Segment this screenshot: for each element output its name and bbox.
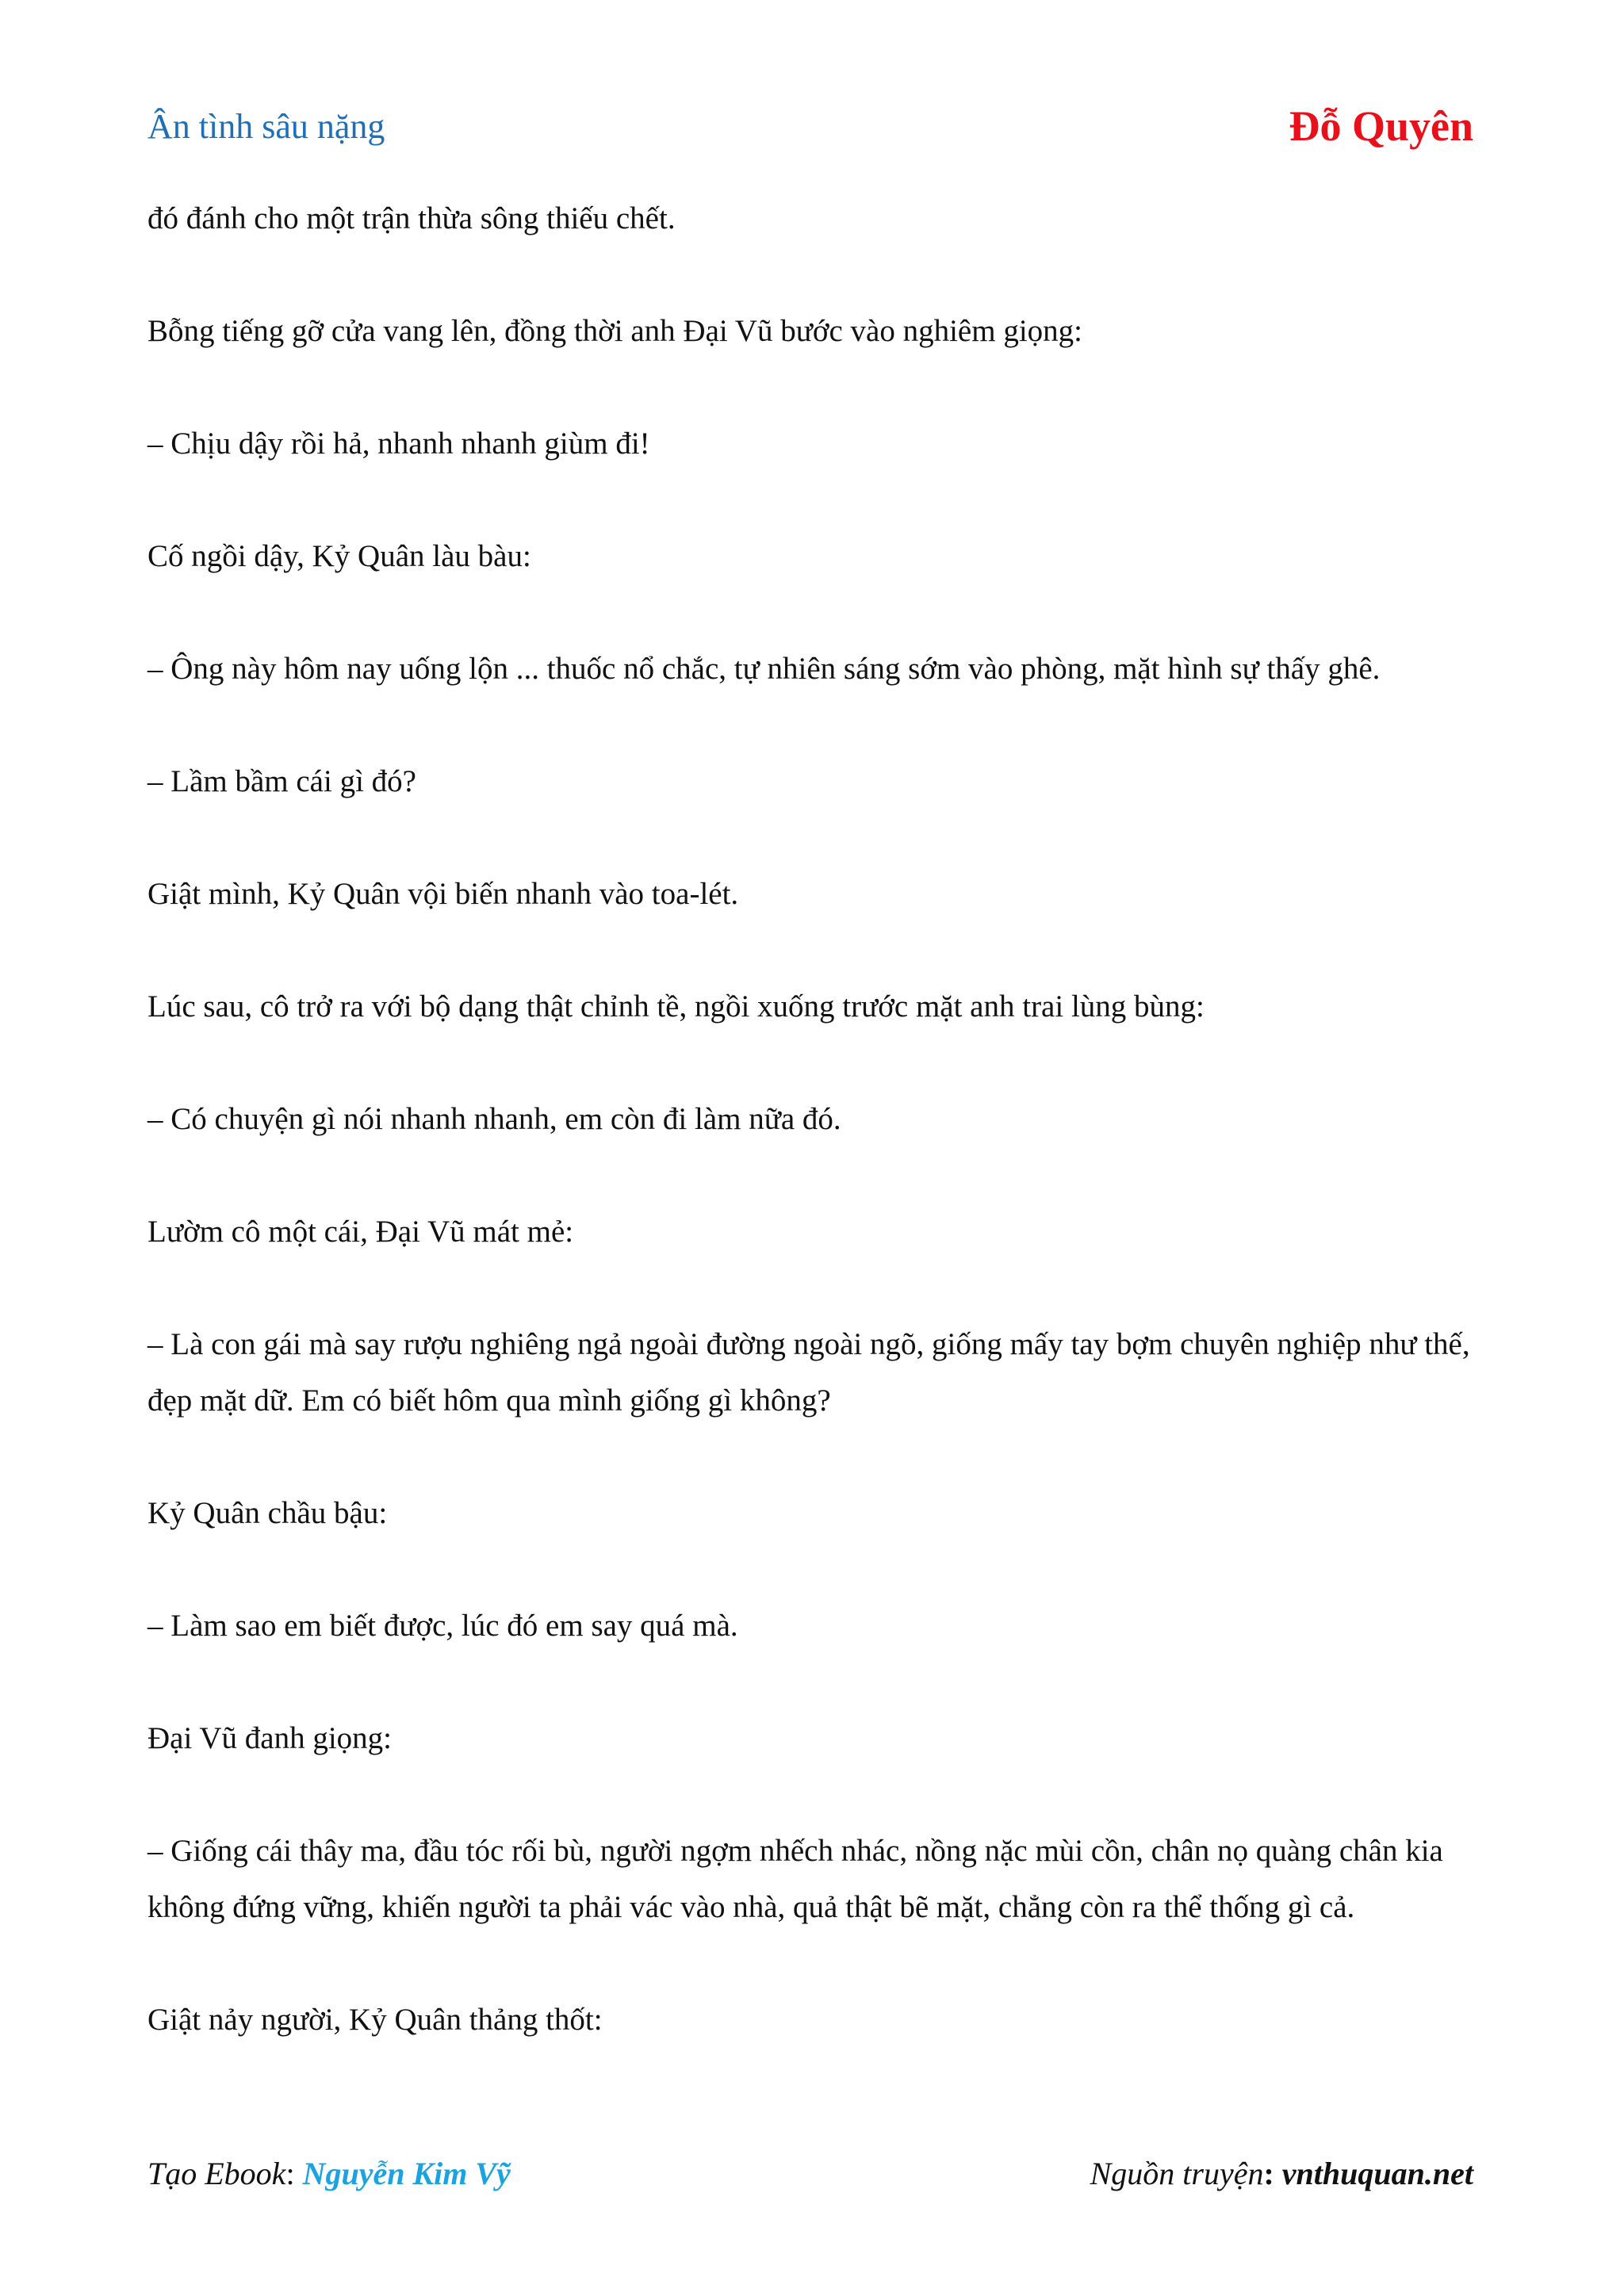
paragraph: Giật nảy người, Kỷ Quân thảng thốt: [147, 2003, 603, 2037]
ebook-credit-colon: : [285, 2156, 295, 2191]
paragraph: Giật mình, Kỷ Quân vội biến nhanh vào toa-lét. [147, 877, 739, 911]
paragraph: Đại Vũ đanh giọng: [147, 1721, 393, 1755]
paragraph: – Làm sao em biết được, lúc đó em say quá mà. [147, 1609, 738, 1643]
paragraph: Bỗng tiếng gỡ cửa vang lên, đồng thời anh Đại Vũ bước vào nghiêm giọng: [147, 314, 1082, 348]
paragraph: Kỷ Quân chầu bậu: [147, 1496, 388, 1530]
page-header [147, 101, 1473, 157]
paragraph: đó đánh cho một trận thừa sông thiếu chết. [147, 201, 676, 235]
ebook-credit-label: Tạo Ebook [147, 2156, 286, 2191]
paragraph: Cố ngồi dậy, Kỷ Quân làu bàu: [147, 539, 531, 573]
source-site: vnthuquan.net [1281, 2156, 1473, 2191]
body-text [147, 190, 1473, 2104]
paragraph: – Là con gái mà say rượu nghiêng ngả ngoài đường ngoài ngõ, giống mấy tay bợm chuyên nghiệp như thế, đẹp mặt dữ. Em có biết hôm qua mình giống gì không? [147, 1327, 1470, 1418]
ebook-creator-name: Nguyễn Kim Vỹ [302, 2156, 511, 2191]
paragraph: Lườm cô một cái, Đại Vũ mát mẻ: [147, 1215, 574, 1249]
paragraph: – Lầm bầm cái gì đó? [147, 764, 416, 798]
source-credit-label: Nguồn truyện [1090, 2156, 1264, 2191]
ebook-credit [147, 2155, 511, 2192]
paragraph: – Có chuyện gì nói nhanh nhanh, em còn đi làm nữa đó. [147, 1102, 841, 1136]
paragraph: – Ông này hôm nay uống lộn ... thuốc nổ chắc, tự nhiên sáng sớm vào phòng, mặt hình sự thấy ghê. [147, 652, 1381, 686]
paragraph: – Giống cái thây ma, đầu tóc rối bù, người ngợm nhếch nhác, nồng nặc mùi cồn, chân nọ quàng chân kia không đứng vững, khiến người ta phải vác vào nhà, quả thật bẽ mặt, chẳng còn ra thể thống gì cả. [147, 1834, 1443, 1924]
book-title: Ân tình sâu nặng [147, 107, 385, 146]
page-footer [147, 2155, 1473, 2202]
author-name: Đỗ Quyên [1289, 102, 1473, 150]
source-credit-colon: : [1263, 2156, 1274, 2191]
source-credit [1090, 2155, 1473, 2192]
paragraph: – Chịu dậy rồi hả, nhanh nhanh giùm đi! [147, 427, 650, 461]
paragraph: Lúc sau, cô trở ra với bộ dạng thật chỉnh tề, ngồi xuống trước mặt anh trai lùng bùng: [147, 989, 1205, 1024]
